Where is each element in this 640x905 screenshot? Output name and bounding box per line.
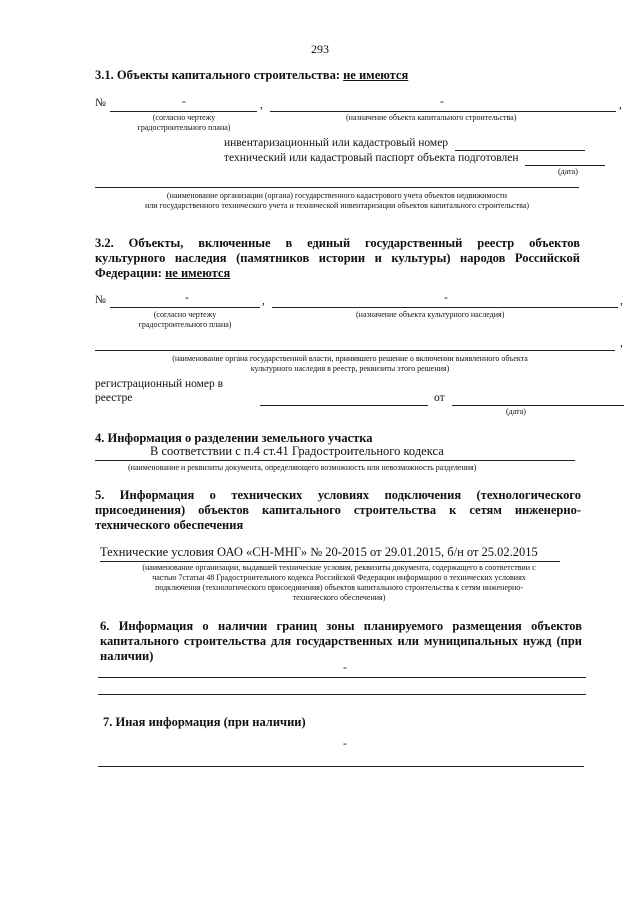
section-5-caption-3: подключения (технологического присоединения) объектов капитального строительства к сетям инженерно- bbox=[155, 583, 523, 592]
s32-org-comma: , bbox=[620, 337, 623, 349]
s32-drawing-caption bbox=[110, 310, 260, 330]
s32-reg-label-1: регистрационный номер в bbox=[95, 378, 224, 390]
s32-from-label: от bbox=[434, 392, 445, 404]
s31-drawing-caption-2: градостроительного плана) bbox=[137, 123, 231, 132]
section-3-2-title-2: культурного наследия (памятников истории и культуры) народов Российской bbox=[95, 251, 580, 265]
section-6-line-1 bbox=[98, 677, 586, 678]
s31-date-caption: (дата) bbox=[558, 167, 578, 176]
section-3-2-title-3 bbox=[95, 266, 230, 281]
s32-org-caption bbox=[100, 354, 600, 374]
s31-org-caption-1: (наименование организации (органа) государственного кадастрового учета объектов недвижимости bbox=[166, 191, 508, 200]
section-7-title: 7. Иная информация (при наличии) bbox=[103, 715, 306, 729]
section-3-1-title: 3.1. Объекты капитального строительства: bbox=[95, 68, 340, 82]
section-5-caption bbox=[96, 563, 582, 603]
s32-date-line bbox=[452, 405, 624, 406]
section-5-caption-2: частью 7статьи 48 Градостроительного кодекса Российской Федерации информацию о технических условиях bbox=[152, 573, 526, 582]
s31-end-comma: , bbox=[619, 99, 622, 111]
section-4-caption: (наименование и реквизиты документа, определяющего возможность или невозможность разделения) bbox=[128, 463, 477, 472]
s32-date-caption: (дата) bbox=[506, 407, 526, 416]
s32-drawing-caption-2: градостроительного плана) bbox=[138, 320, 232, 329]
s32-drawing-caption-1: (согласно чертежу bbox=[153, 310, 217, 319]
s31-purpose-dash: - bbox=[440, 96, 444, 108]
s32-purpose-dash: - bbox=[444, 292, 448, 304]
s31-purpose-caption: (назначение объекта капитального строительства) bbox=[346, 113, 517, 122]
section-6-title-2: капитального строительства для государственных или муниципальных нужд (при bbox=[100, 634, 582, 648]
s32-org-line bbox=[95, 350, 615, 351]
s31-passport-line bbox=[525, 165, 605, 166]
section-3-1-status: не имеются bbox=[343, 68, 409, 82]
s32-reg-line bbox=[260, 405, 428, 406]
section-3-2-title-1: 3.2. Объекты, включенные в единый государственный реестр объектов bbox=[95, 236, 580, 250]
section-4-line bbox=[95, 460, 575, 461]
section-6-title-1: 6. Информация о наличии границ зоны планируемого размещения объектов bbox=[100, 619, 582, 633]
section-7-dash: - bbox=[343, 738, 347, 750]
section-6-dash: - bbox=[343, 662, 347, 674]
s32-purpose-caption: (назначение объекта культурного наследия) bbox=[356, 310, 505, 319]
section-5-title-3: технического обеспечения bbox=[95, 518, 244, 532]
s31-org-line bbox=[95, 187, 579, 188]
section-3-2-status: не имеются bbox=[165, 266, 231, 280]
s32-purpose-line bbox=[272, 307, 618, 308]
section-3-1-heading bbox=[95, 68, 408, 83]
s31-org-caption-2: или государственного технического учета и технической инвентаризации объектов капитального строительства) bbox=[144, 201, 529, 210]
s31-no-label: № bbox=[95, 97, 106, 109]
s32-comma: , bbox=[262, 295, 265, 307]
s32-reg-label-2: реестре bbox=[95, 392, 133, 404]
section-6-line-2 bbox=[98, 694, 586, 695]
s31-purpose-line bbox=[270, 111, 616, 112]
s31-org-caption bbox=[90, 191, 584, 211]
s31-inventory-label: инвентаризационный или кадастровый номер bbox=[224, 137, 449, 149]
section-6-title-3: наличии) bbox=[100, 649, 154, 663]
s32-number-line bbox=[110, 307, 260, 308]
s32-org-caption-1: (наименование органа государственной власти, принявшего решение о включении выявленного объекта bbox=[172, 354, 528, 363]
s32-no-label: № bbox=[95, 294, 106, 306]
section-4-value: В соответствии с п.4 ст.41 Градостроительного кодекса bbox=[150, 444, 444, 458]
s32-org-caption-2: культурного наследия в реестр, реквизиты этого решения) bbox=[250, 364, 450, 373]
page-number: 293 bbox=[311, 42, 329, 56]
section-5-caption-1: (наименование организации, выдавшей технические условия, реквизиты документа, содержащего в соответствии с bbox=[142, 563, 536, 572]
section-5-value: Технические условия ОАО «СН-МНГ» № 20-2015 от 29.01.2015, б/н от 25.02.2015 bbox=[100, 545, 538, 559]
s31-number-dash: - bbox=[182, 96, 186, 108]
section-5-title-1: 5. Информация о технических условиях подключения (технологического bbox=[95, 488, 581, 502]
section-5-title-2: присоединения) объектов капитального строительства к сетям инженерно- bbox=[95, 503, 581, 517]
s32-number-dash: - bbox=[185, 292, 189, 304]
s31-comma: , bbox=[260, 99, 263, 111]
section-3-2-title-3-text: Федерации: bbox=[95, 266, 162, 280]
section-4-title: 4. Информация о разделении земельного участка bbox=[95, 431, 373, 445]
section-7-line bbox=[98, 766, 584, 767]
s31-drawing-caption-1: (согласно чертежу bbox=[152, 113, 216, 122]
section-5-line bbox=[100, 561, 560, 562]
s31-passport-label: технический или кадастровый паспорт объекта подготовлен bbox=[224, 152, 519, 164]
section-5-caption-4: технического обеспечения) bbox=[292, 593, 386, 602]
s31-inventory-line bbox=[455, 150, 585, 151]
s31-number-line bbox=[110, 111, 257, 112]
s31-drawing-caption bbox=[108, 113, 260, 133]
s32-end-comma: , bbox=[620, 295, 623, 307]
